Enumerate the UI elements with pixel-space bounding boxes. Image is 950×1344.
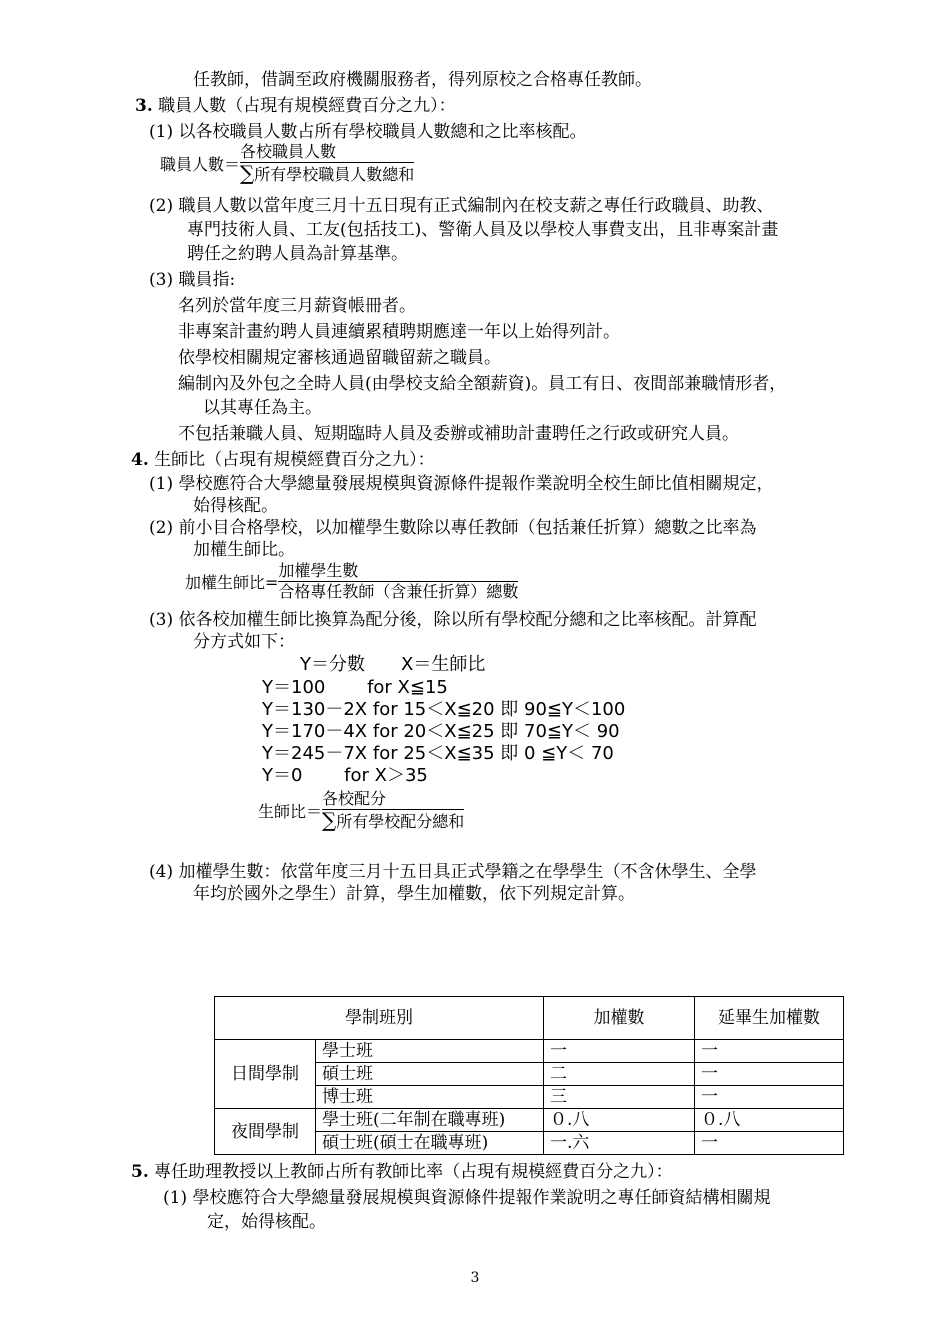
- section-number: 5.: [131, 1162, 149, 1182]
- staff-count-formula: [160, 142, 414, 185]
- list-item-4-1-cont: 始得核配。: [193, 496, 278, 516]
- sigma-symbol: ∑: [322, 808, 337, 832]
- formula-denominator: 所有學校配分總和: [336, 812, 465, 831]
- list-item-5-1-cont: 定，始得核配。: [207, 1212, 326, 1232]
- formula-denominator: 所有學校職員人數總和: [254, 165, 415, 184]
- extended-weight-cell: 一: [695, 1063, 844, 1086]
- list-item-4-4: (4) 加權學生數：依當年度三月十五日具正式學籍之在學學生（不含休學生、全學: [149, 862, 757, 882]
- weighted-ratio-formula: [185, 561, 518, 602]
- extended-weight-cell: ０.八: [695, 1109, 844, 1132]
- group-cell: 夜間學制: [215, 1109, 316, 1155]
- section-5-heading: [131, 1160, 673, 1184]
- staff-criterion: 名列於當年度三月薪資帳冊者。: [178, 296, 416, 316]
- class-cell: 學士班: [316, 1040, 544, 1063]
- paragraph-line: 任教師，借調至政府機關服務者，得列原校之合格專任教師。: [193, 70, 652, 90]
- staff-criterion: 編制內及外包之全時人員(由學校支給全額薪資)。員工有日、夜間部兼職情形者，: [178, 374, 787, 394]
- group-cell: 日間學制: [215, 1040, 316, 1109]
- list-item-3-1: (1) 以各校職員人數占所有學校職員人數總和之比率核配。: [149, 122, 587, 142]
- table-row: [215, 1040, 844, 1063]
- section-title: 職員人數（占現有規模經費百分之九）：: [158, 96, 456, 116]
- staff-criterion: 依學校相關規定審核通過留職留薪之職員。: [178, 348, 501, 368]
- staff-criterion-cont: 以其專任為主。: [203, 398, 322, 418]
- list-item-3-2-cont: 聘任之約聘人員為計算基準。: [187, 244, 408, 264]
- weight-cell: ０.八: [544, 1109, 695, 1132]
- extended-weight-cell: 一: [695, 1040, 844, 1063]
- table-header: 延畢生加權數: [695, 997, 844, 1040]
- list-item-3-2: (2) 職員人數以當年度三月十五日現有正式編制內在校支薪之專任行政職員、助教、: [149, 196, 774, 216]
- weight-cell: 一: [544, 1040, 695, 1063]
- formula-numerator: 各校職員人數: [240, 142, 414, 163]
- list-item-3-2-cont: 專門技術人員、工友(包括技工)、警衛人員及以學校人事費支出，且非專案計畫: [187, 220, 779, 240]
- equation-line: Y＝100 for X≦15: [262, 677, 448, 698]
- section-number: 3.: [135, 96, 153, 116]
- table-header-row: [215, 997, 844, 1040]
- list-item-4-2-cont: 加權生師比。: [193, 540, 295, 560]
- formula-numerator: 各校配分: [322, 789, 464, 810]
- formula-numerator: 加權學生數: [278, 561, 518, 582]
- section-title: 生師比（占現有規模經費百分之九）：: [154, 450, 435, 470]
- equation-line: Y＝0 for X＞35: [262, 765, 428, 786]
- list-item-4-2: (2) 前小目合格學校，以加權學生數除以專任教師（包括兼任折算）總數之比率為: [149, 518, 757, 538]
- weight-table: [214, 996, 844, 1155]
- class-cell: 碩士班: [316, 1063, 544, 1086]
- list-item-4-1: (1) 學校應符合大學總量發展規模與資源條件提報作業說明全校生師比值相關規定，: [149, 474, 774, 494]
- class-cell: 學士班(二年制在職專班): [316, 1109, 544, 1132]
- score-ratio-formula: [258, 789, 464, 832]
- extended-weight-cell: 一: [695, 1132, 844, 1155]
- formula-lhs: 職員人數＝: [160, 155, 241, 174]
- page-number: 3: [470, 1270, 480, 1286]
- table-row: [215, 1109, 844, 1132]
- weight-cell: 二: [544, 1063, 695, 1086]
- sigma-symbol: ∑: [240, 161, 255, 185]
- equation-line: Y＝245－7X for 25＜X≦35 即 0 ≦Y＜ 70: [262, 743, 614, 764]
- weight-cell: 一.六: [544, 1132, 695, 1155]
- table-header: 加權數: [544, 997, 695, 1040]
- table-header: 學制班別: [215, 997, 544, 1040]
- formula-denominator: 合格專任教師（含兼任折算）總數: [278, 582, 519, 601]
- section-4-heading: [131, 448, 435, 472]
- extended-weight-cell: 一: [695, 1086, 844, 1109]
- equation-line: Y＝170－4X for 20＜X≦25 即 70≦Y＜ 90: [262, 721, 620, 742]
- class-cell: 碩士班(碩士在職專班): [316, 1132, 544, 1155]
- weight-cell: 三: [544, 1086, 695, 1109]
- list-item-4-4-cont: 年均於國外之學生）計算，學生加權數，依下列規定計算。: [193, 884, 635, 904]
- class-cell: 博士班: [316, 1086, 544, 1109]
- formula-lhs: 生師比＝: [258, 802, 323, 821]
- staff-criterion: 不包括兼職人員、短期臨時人員及委辦或補助計畫聘任之行政或研究人員。: [178, 424, 739, 444]
- list-item-4-3-cont: 分方式如下：: [193, 632, 295, 652]
- section-title: 專任助理教授以上教師占所有教師比率（占現有規模經費百分之九）：: [154, 1162, 673, 1182]
- section-3-heading: [135, 94, 456, 118]
- list-item-3-3: (3) 職員指:: [149, 270, 236, 290]
- formula-lhs: 加權生師比=: [185, 573, 279, 592]
- equation-line: Y＝130－2X for 15＜X≦20 即 90≦Y＜100: [262, 699, 626, 720]
- list-item-4-3: (3) 依各校加權生師比換算為配分後，除以所有學校配分總和之比率核配。計算配: [149, 610, 757, 630]
- list-item-5-1: (1) 學校應符合大學總量發展規模與資源條件提報作業說明之專任師資結構相關規: [163, 1188, 771, 1208]
- equation-definition: Y＝分數 X＝生師比: [300, 654, 486, 675]
- staff-criterion: 非專案計畫約聘人員連續累積聘期應達一年以上始得列計。: [178, 322, 620, 342]
- section-number: 4.: [131, 450, 149, 470]
